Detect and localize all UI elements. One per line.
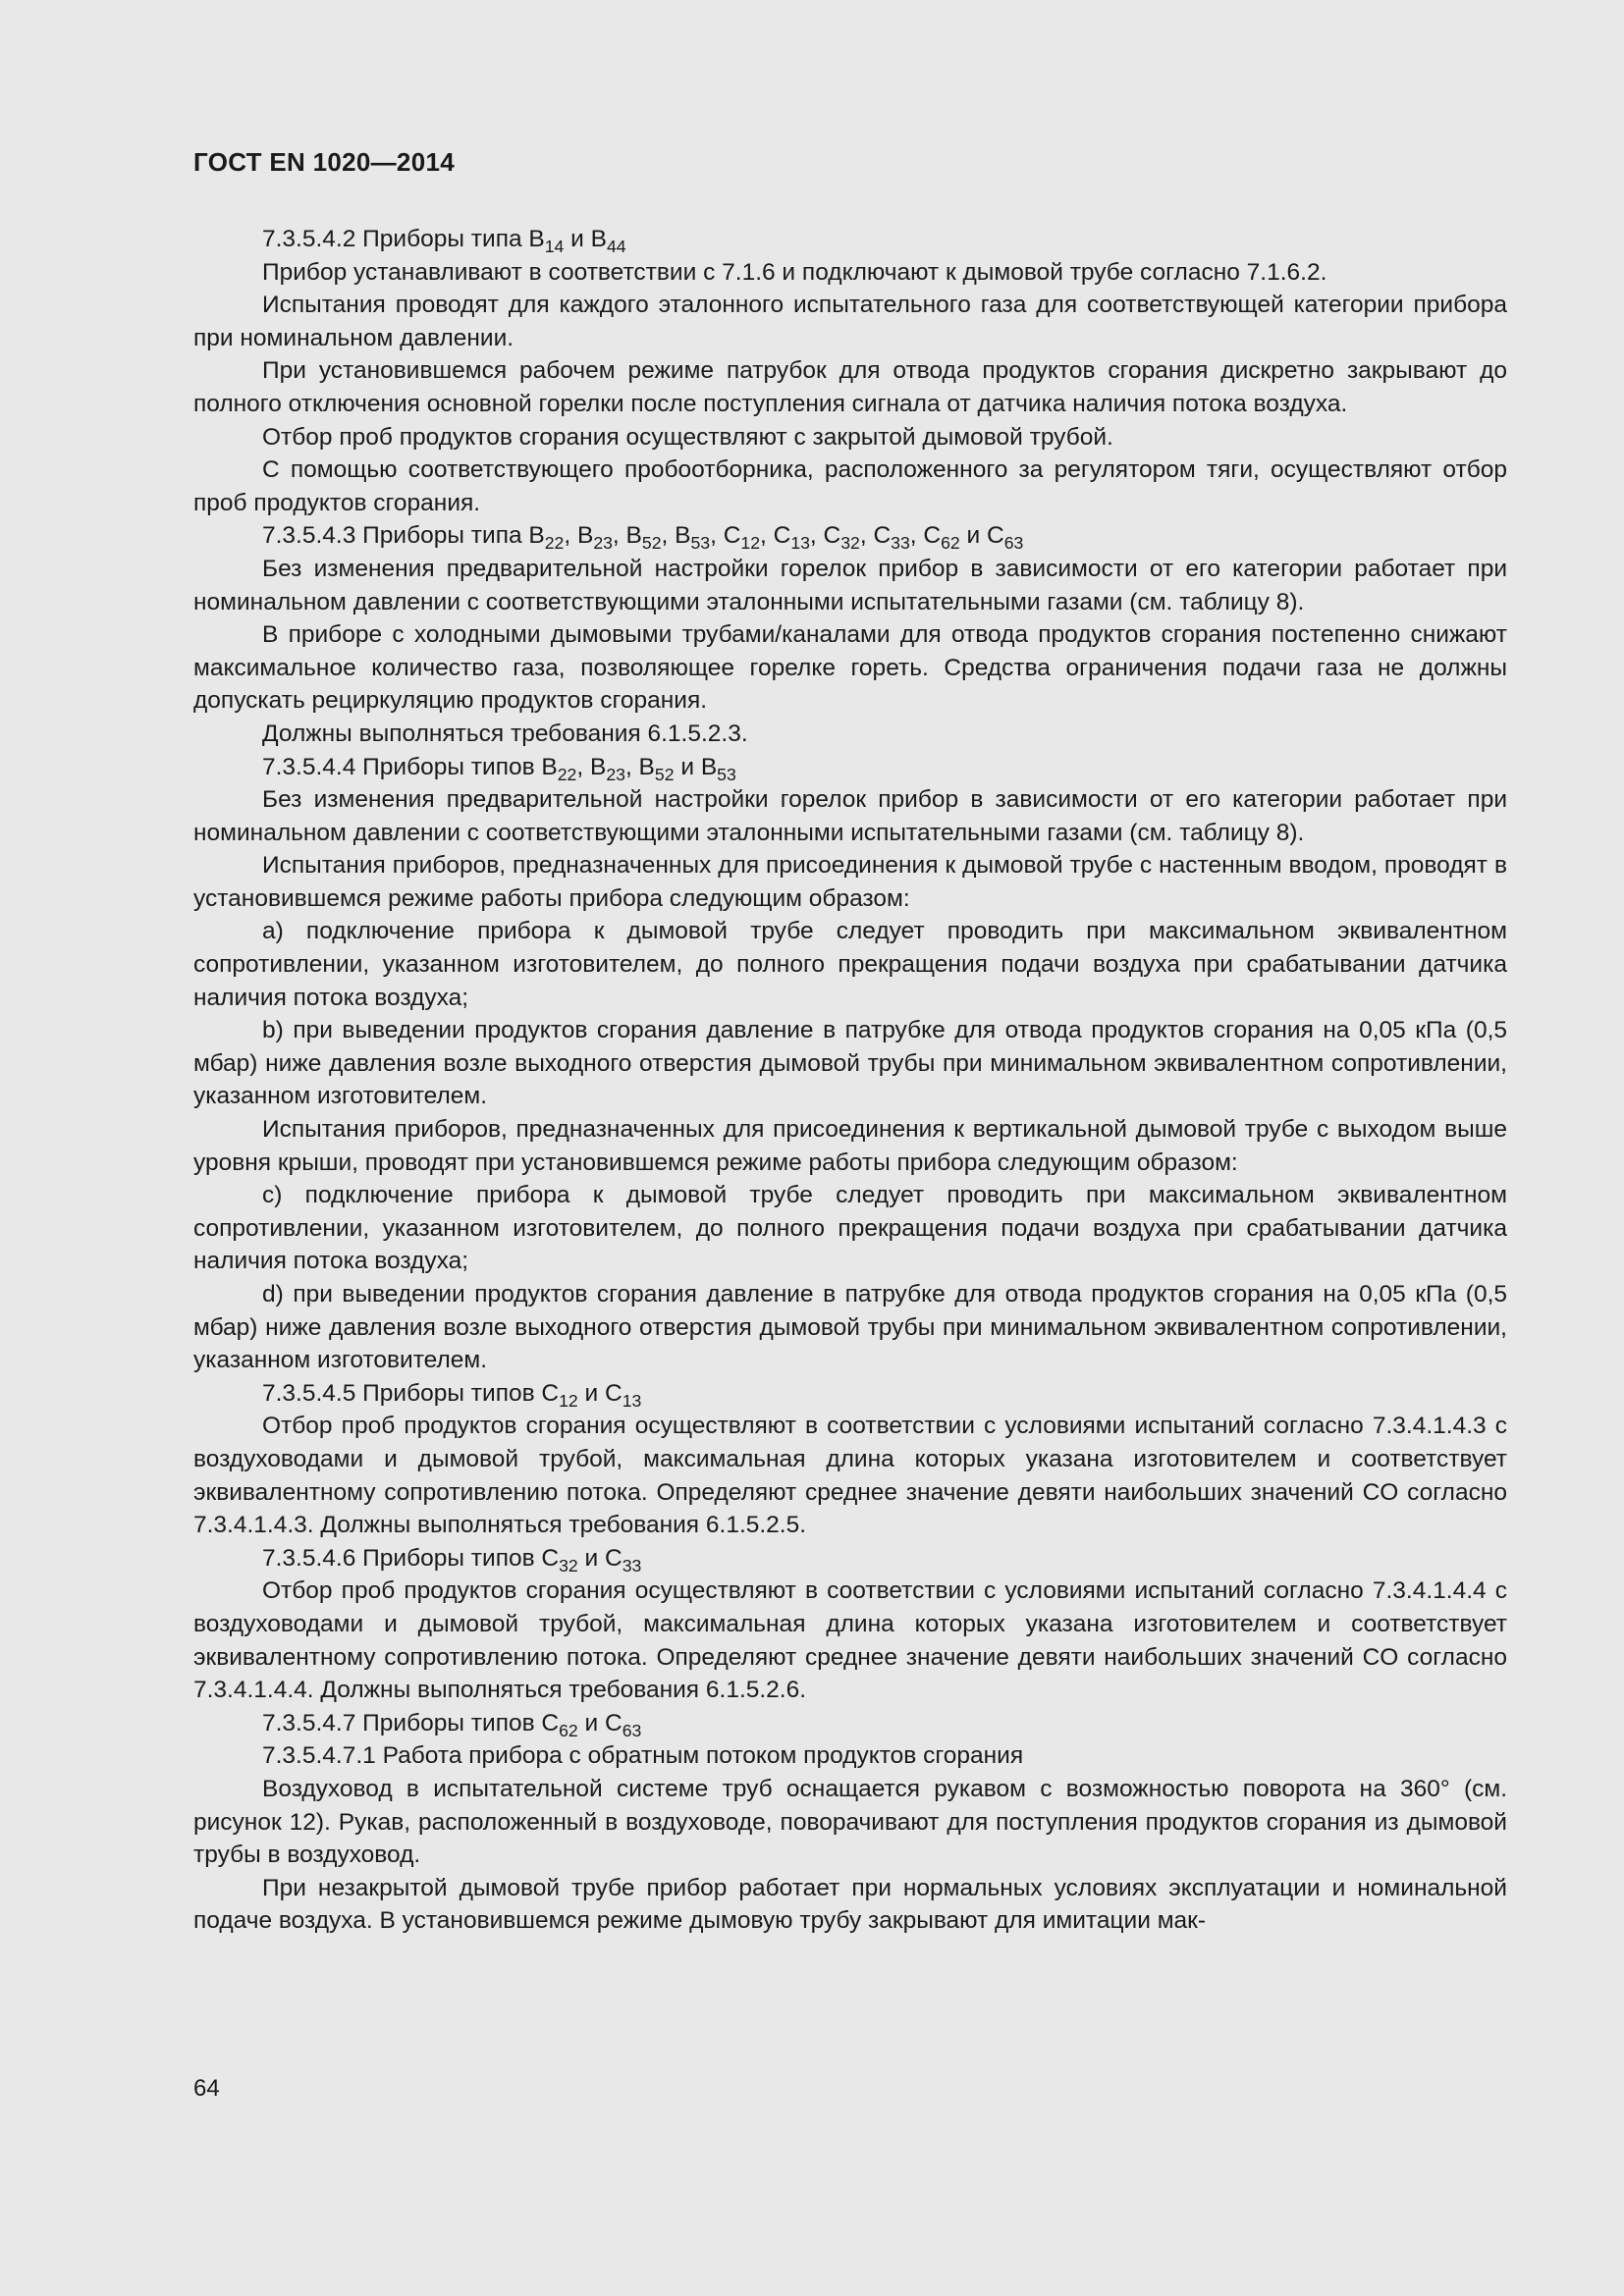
document-body: [193, 223, 1507, 1938]
text-run: 7.3.5.4.7 Приборы типов C: [262, 1709, 560, 1736]
paragraph: [193, 1773, 1507, 1872]
paragraph: [193, 1278, 1507, 1377]
subscript: 52: [641, 533, 662, 554]
text-run: В приборе с холодными дымовыми трубами/каналами для отвода продуктов сгорания постепенно снижают максимальное количество газа, позволяющее горелке гореть. Средства ограничения подачи газа не должны допускать рециркуляцию продуктов сгорания.: [193, 621, 1507, 715]
text-run: 7.3.5.4.5 Приборы типов C: [262, 1379, 560, 1407]
text-run: При незакрытой дымовой трубе прибор работает при нормальных условиях эксплуатации и номинальной подаче воздуха. В установившемся режиме дымовую трубу закрывают для имитации мак-: [193, 1874, 1507, 1935]
page-number: 64: [193, 2075, 220, 2102]
text-run: , C: [809, 522, 841, 550]
paragraph: [193, 421, 1507, 454]
text-run: , B: [661, 522, 691, 550]
text-run: Прибор устанавливают в соответствии с 7.1.6 и подключают к дымовой трубе согласно 7.1.6.2.: [262, 258, 1327, 286]
text-run: Испытания приборов, предназначенных для присоединения к вертикальной дымовой трубе с выходом выше уровня крыши, проводят при установившемся режиме работы прибора следующим образом:: [193, 1116, 1507, 1176]
text-run: и B: [564, 226, 607, 252]
text-run: Отбор проб продуктов сгорания осуществляют в соответствии с условиями испытаний согласно 7.3.4.1.4.4 с воздуховодами и дымовой трубой, максимальная длина которых указана изготовителем и соответствует эквивалентному сопротивлению потока. Определяют среднее значение девяти наибольших значений CO согласно 7.3.4.1.4.4. Должны выполняться требования 6.1.5.2.6.: [193, 1577, 1507, 1704]
subscript: 53: [690, 533, 711, 554]
text-run: , C: [859, 522, 892, 550]
document-header: ГОСТ EN 1020—2014: [193, 147, 455, 177]
text-run: d) при выведении продуктов сгорания давление в патрубке для отвода продуктов сгорания на 0,05 кПа (0,5 мбар) ниже давления возле выходного отверстия дымовой трубы при минимальном эквивалентном сопротивлении, указанном изготовителем.: [193, 1281, 1507, 1374]
paragraph: [193, 1113, 1507, 1179]
text-run: , B: [612, 522, 642, 550]
paragraph: [193, 354, 1507, 420]
text-run: c) подключение прибора к дымовой трубе следует проводить при максимальном эквивалентном сопротивлении, указанном изготовителем, до полного прекращения подачи воздуха при срабатывании датчика наличия потока воздуха;: [193, 1182, 1507, 1275]
text-run: 7.3.5.4.2 Приборы типа B: [262, 226, 545, 252]
subscript: 23: [606, 764, 625, 784]
paragraph: [193, 256, 1507, 290]
subscript: 33: [891, 533, 910, 554]
subscript: 62: [559, 1720, 578, 1740]
text-run: Воздуховод в испытательной системе труб оснащается рукавом с возможностью поворота на 360° (см. рисунок 12). Рукав, расположенный в воздуховоде, поворачивают для поступления продуктов сгорания из дымовой трубы в воздуховод.: [193, 1775, 1507, 1869]
paragraph: [193, 1739, 1507, 1773]
text-run: и C: [577, 1544, 623, 1572]
paragraph: [193, 915, 1507, 1014]
text-run: , C: [760, 522, 791, 550]
text-run: Должны выполняться требования 6.1.5.2.3.: [262, 720, 748, 747]
paragraph: [193, 1014, 1507, 1113]
text-run: 7.3.5.4.6 Приборы типов C: [262, 1544, 560, 1572]
subscript: 13: [622, 1390, 642, 1411]
text-run: , B: [564, 522, 594, 550]
text-run: С помощью соответствующего пробоотборника, расположенного за регулятором тяги, осуществляют отбор проб продуктов сгорания.: [193, 456, 1507, 516]
subscript: 22: [557, 764, 577, 784]
text-run: 7.3.5.4.7.1 Работа прибора с обратным потоком продуктов сгорания: [262, 1742, 1024, 1770]
text-run: Отбор проб продуктов сгорания осуществляют в соответствии с условиями испытаний согласно 7.3.4.1.4.3 с воздуховодами и дымовой трубой, максимальная длина которых указана изготовителем и соответствует эквивалентному сопротивлению потока. Определяют среднее значение девяти наибольших значений CO согласно 7.3.4.1.4.3. Должны выполняться требования 6.1.5.2.5.: [193, 1413, 1507, 1539]
text-run: Без изменения предварительной настройки горелок прибор в зависимости от его категории работает при номинальном давлении с соответствующими эталонными испытательными газами (см. таблицу 8).: [193, 555, 1507, 615]
subscript: 32: [840, 533, 860, 554]
paragraph: [193, 1179, 1507, 1278]
subscript: 62: [941, 533, 960, 554]
subscript: 22: [544, 533, 565, 554]
text-run: , C: [909, 522, 942, 550]
text-run: Отбор проб продуктов сгорания осуществляют с закрытой дымовой трубой.: [262, 423, 1113, 451]
text-run: , C: [710, 522, 741, 550]
paragraph: [193, 718, 1507, 751]
text-run: Испытания приборов, предназначенных для присоединения к дымовой трубе с настенным вводом, проводят в установившемся режиме работы прибора следующим образом:: [193, 852, 1507, 912]
paragraph: [193, 1872, 1507, 1938]
text-run: a) подключение прибора к дымовой трубе следует проводить при максимальном эквивалентном сопротивлении, указанном изготовителем, до полного прекращения подачи воздуха при срабатывании датчика наличия потока воздуха;: [193, 918, 1507, 1011]
text-run: Испытания проводят для каждого эталонного испытательного газа для соответствующей категории прибора при номинальном давлении.: [193, 292, 1507, 351]
paragraph: [193, 1575, 1507, 1706]
paragraph: [193, 618, 1507, 718]
subscript: 52: [654, 764, 675, 784]
subscript: 63: [1003, 533, 1024, 554]
text-run: 7.3.5.4.4 Приборы типов B: [262, 753, 558, 780]
paragraph: [193, 1707, 1507, 1740]
paragraph: [193, 1542, 1507, 1575]
paragraph: [193, 223, 1507, 256]
subscript: 44: [606, 237, 626, 257]
text-run: , B: [576, 753, 607, 780]
text-run: При установившемся рабочем режиме патрубок для отвода продуктов сгорания дискретно закрывают до полного отключения основной горелки после поступления сигнала от датчика наличия потока воздуха.: [193, 357, 1507, 417]
subscript: 12: [559, 1390, 578, 1411]
text-run: и C: [577, 1709, 623, 1736]
paragraph: [193, 783, 1507, 849]
paragraph: [193, 751, 1507, 784]
paragraph: [193, 289, 1507, 354]
subscript: 14: [544, 237, 565, 257]
subscript: 23: [593, 533, 613, 554]
text-run: и C: [959, 522, 1004, 550]
paragraph: [193, 1410, 1507, 1541]
paragraph: [193, 553, 1507, 618]
subscript: 13: [790, 533, 810, 554]
text-run: и B: [674, 753, 718, 780]
paragraph: [193, 849, 1507, 915]
text-run: Без изменения предварительной настройки горелок прибор в зависимости от его категории работает при номинальном давлении с соответствующими эталонными испытательными газами (см. таблицу 8).: [193, 786, 1507, 846]
text-run: и C: [577, 1379, 623, 1407]
text-run: b) при выведении продуктов сгорания давление в патрубке для отвода продуктов сгорания на 0,05 кПа (0,5 мбар) ниже давления возле выходного отверстия дымовой трубы при минимальном эквивалентном сопротивлении, указанном изготовителем.: [193, 1017, 1507, 1110]
subscript: 33: [622, 1555, 642, 1575]
paragraph: [193, 454, 1507, 519]
subscript: 63: [622, 1720, 642, 1740]
subscript: 53: [717, 764, 736, 784]
subscript: 32: [559, 1555, 578, 1575]
text-run: 7.3.5.4.3 Приборы типа B: [262, 522, 545, 550]
subscript: 12: [740, 533, 760, 554]
text-run: , B: [624, 753, 655, 780]
paragraph: [193, 1377, 1507, 1411]
paragraph: [193, 519, 1507, 553]
